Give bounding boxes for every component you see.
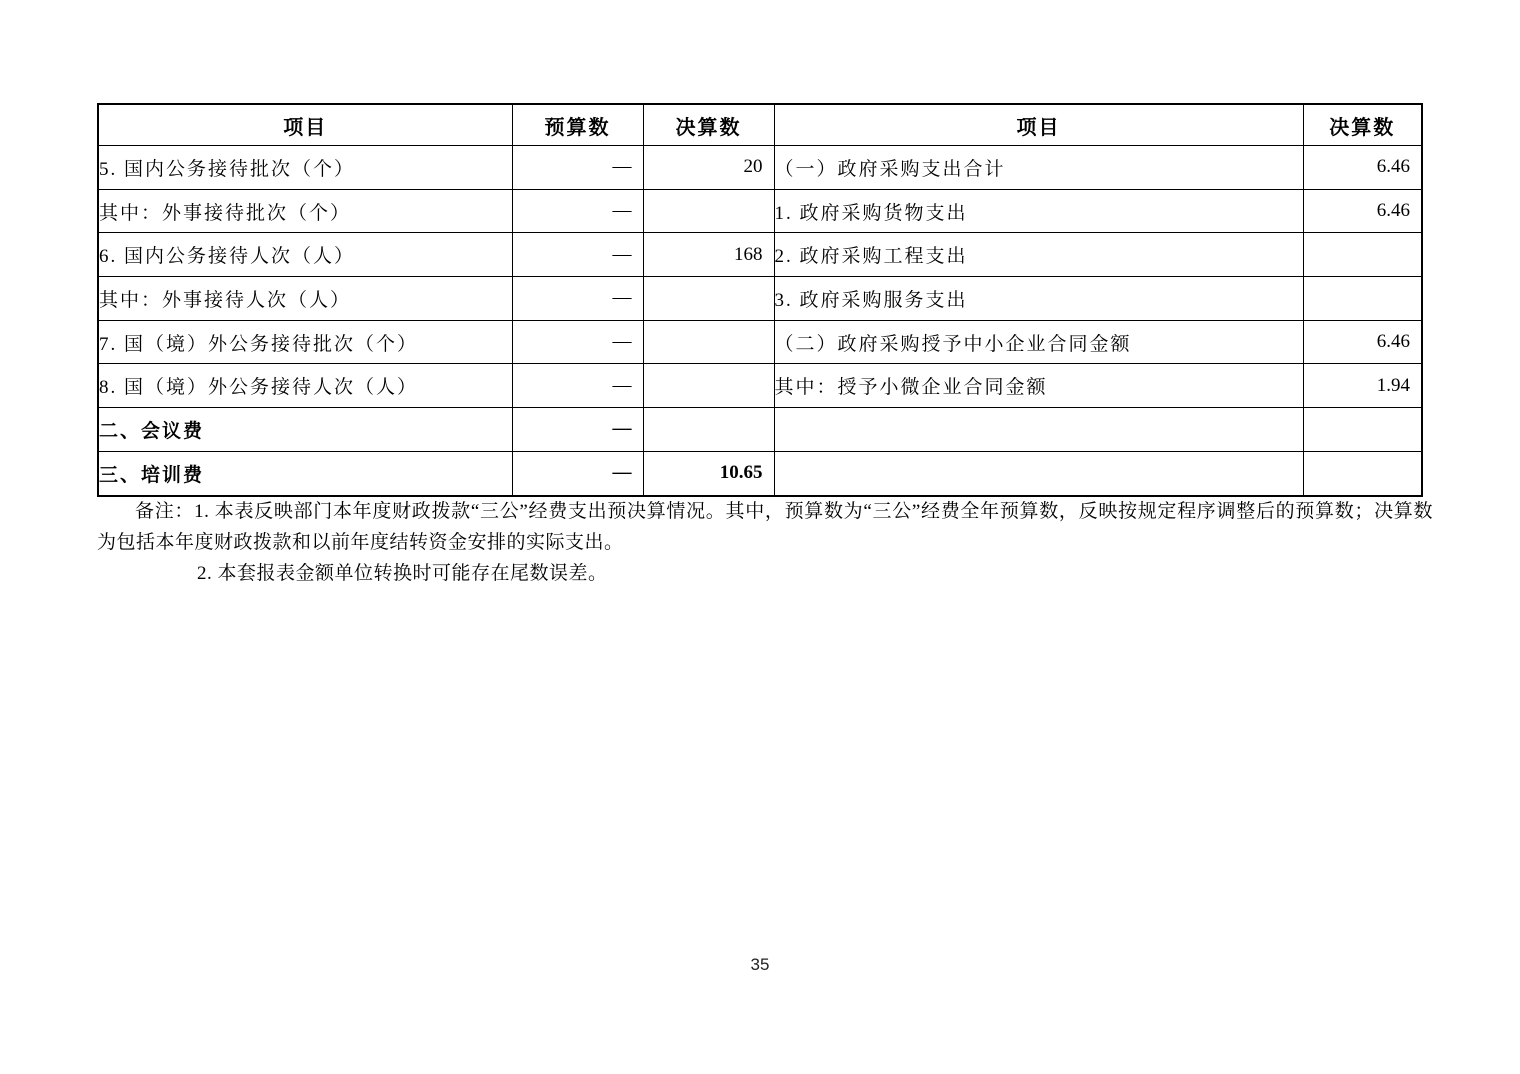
table-header-row xyxy=(98,104,1422,146)
note-line-1: 备注：1. 本表反映部门本年度财政拨款“三公”经费支出预决算情况。其中，预算数为“三公”经费全年预算数，反映按规定程序调整后的预算数；决算数为包括本年度财政拨款和以前年度结转资金安排的实际支出。 xyxy=(97,501,1433,553)
table-row xyxy=(98,408,1422,452)
final-cell xyxy=(1303,451,1422,495)
item-cell: 8. 国（境）外公务接待人次（人） xyxy=(98,364,512,408)
budget-cell: — xyxy=(512,233,643,277)
item-cell: 其中：授予小微企业合同金额 xyxy=(774,364,1303,408)
header-item-right: 项目 xyxy=(774,104,1303,146)
final-cell xyxy=(643,320,774,364)
final-cell xyxy=(1303,408,1422,452)
note-line-2: 2. 本套报表金额单位转换时可能存在尾数误差。 xyxy=(197,563,608,584)
budget-cell: — xyxy=(512,277,643,321)
table-row xyxy=(98,364,1422,408)
item-cell: 3. 政府采购服务支出 xyxy=(774,277,1303,321)
table-row xyxy=(98,277,1422,321)
table-row xyxy=(98,451,1422,495)
final-cell: 168 xyxy=(643,233,774,277)
budget-cell: — xyxy=(512,408,643,452)
header-item-left: 项目 xyxy=(98,104,512,146)
three-public-funds-table xyxy=(97,103,1423,497)
final-cell xyxy=(1303,233,1422,277)
budget-cell: — xyxy=(512,320,643,364)
header-final-right: 决算数 xyxy=(1303,104,1422,146)
table-row xyxy=(98,320,1422,364)
item-cell: 其中：外事接待批次（个） xyxy=(98,189,512,233)
table-row xyxy=(98,146,1422,190)
final-cell xyxy=(643,277,774,321)
table-row xyxy=(98,233,1422,277)
item-cell: 7. 国（境）外公务接待批次（个） xyxy=(98,320,512,364)
final-cell: 1.94 xyxy=(1303,364,1422,408)
item-cell: 其中：外事接待人次（人） xyxy=(98,277,512,321)
budget-cell: — xyxy=(512,364,643,408)
final-cell: 20 xyxy=(643,146,774,190)
budget-cell: — xyxy=(512,451,643,495)
item-cell: （二）政府采购授予中小企业合同金额 xyxy=(774,320,1303,364)
page-number: 35 xyxy=(750,955,770,974)
item-cell: （一）政府采购支出合计 xyxy=(774,146,1303,190)
item-cell xyxy=(774,451,1303,495)
final-cell xyxy=(1303,277,1422,321)
item-cell: 三、培训费 xyxy=(98,451,512,495)
final-cell: 6.46 xyxy=(1303,320,1422,364)
item-cell: 2. 政府采购工程支出 xyxy=(774,233,1303,277)
final-cell: 10.65 xyxy=(643,451,774,495)
header-budget: 预算数 xyxy=(512,104,643,146)
budget-cell: — xyxy=(512,146,643,190)
item-cell xyxy=(774,408,1303,452)
final-cell xyxy=(643,408,774,452)
final-cell xyxy=(643,189,774,233)
budget-cell: — xyxy=(512,189,643,233)
final-cell: 6.46 xyxy=(1303,189,1422,233)
item-cell: 6. 国内公务接待人次（人） xyxy=(98,233,512,277)
header-final-left: 决算数 xyxy=(643,104,774,146)
item-cell: 5. 国内公务接待批次（个） xyxy=(98,146,512,190)
final-cell xyxy=(643,364,774,408)
final-cell: 6.46 xyxy=(1303,146,1422,190)
item-cell: 1. 政府采购货物支出 xyxy=(774,189,1303,233)
table-row xyxy=(98,189,1422,233)
item-cell: 二、会议费 xyxy=(98,408,512,452)
notes-section xyxy=(97,496,1433,589)
